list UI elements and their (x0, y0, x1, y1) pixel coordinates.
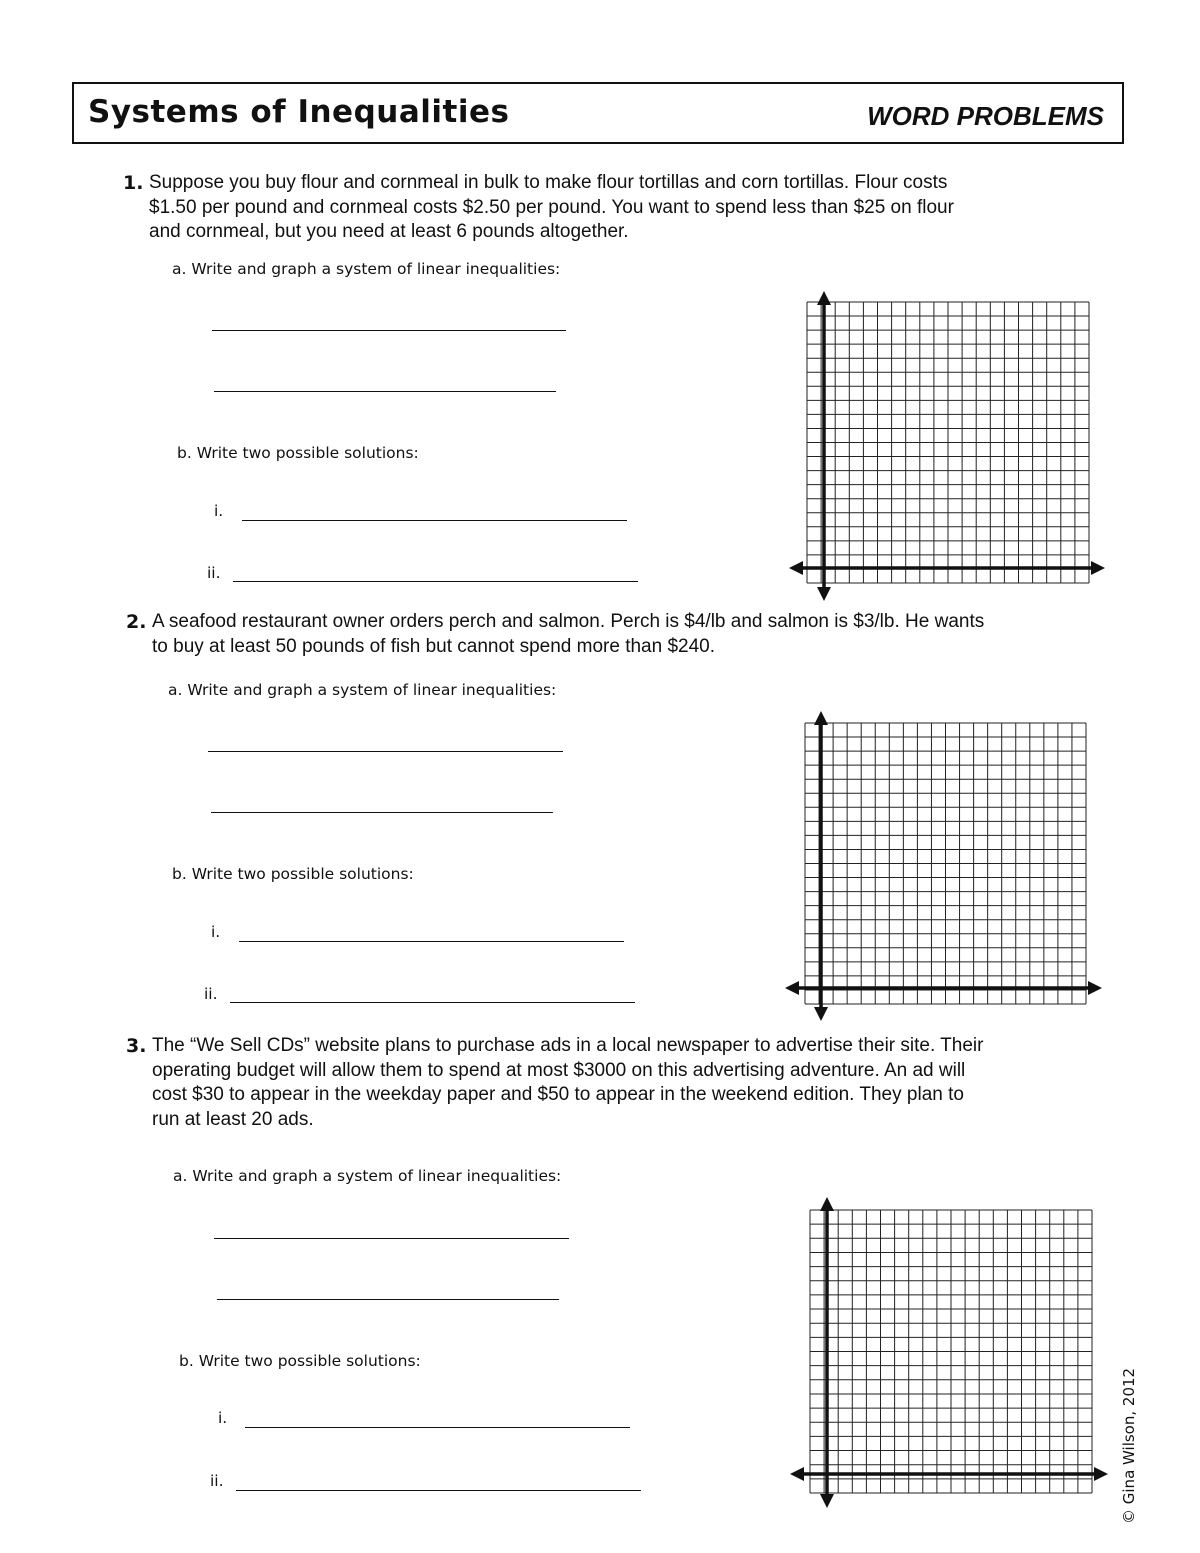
problem-3-part-a: a. Write and graph a system of linear inequalities: (173, 1167, 562, 1185)
problem-3-text: The “We Sell CDs” website plans to purchase ads in a local newspaper to advertise their site. Their operating budget will allow them to spend at most $3000 on this advertising adventure. An ad will cost $30 to appear in the weekday paper and $50 to appear in the weekend edition. They plan to run at least 20 ads. (152, 1035, 984, 1130)
problem-2-roman-ii: ii. (204, 985, 218, 1003)
problem-1-part-a: a. Write and graph a system of linear inequalities: (172, 260, 561, 278)
x-axis-left-arrow-icon (790, 1467, 804, 1481)
problem-3-roman-i: i. (218, 1409, 228, 1427)
problem-1-roman-i: i. (214, 502, 224, 520)
problem-1-number: 1. (123, 172, 144, 194)
page-title: Systems of Inequalities (88, 94, 510, 130)
problem-2-part-a: a. Write and graph a system of linear inequalities: (168, 681, 557, 699)
problem-3-roman-ii: ii. (210, 1472, 224, 1490)
problem-2-part-b: b. Write two possible solutions: (172, 865, 414, 883)
problem-2-text: A seafood restaurant owner orders perch and salmon. Perch is $4/lb and salmon is $3/lb. He wants to buy at least 50 pounds of fish but cannot spend more than $240. (152, 611, 985, 657)
problem-3-part-b: b. Write two possible solutions: (179, 1352, 421, 1370)
problem-2-roman-i: i. (211, 923, 221, 941)
problem-1-roman-ii: ii. (207, 564, 221, 582)
x-axis-right-arrow-icon (1094, 1467, 1108, 1481)
problem-1-part-b: b. Write two possible solutions: (177, 444, 419, 462)
copyright-credit: © Gina Wilson, 2012 (1120, 1367, 1138, 1524)
section-label: WORD PROBLEMS (867, 101, 1104, 131)
y-axis-down-arrow-icon (820, 1494, 834, 1508)
y-axis-up-arrow-icon (820, 1197, 834, 1211)
problem-2-number: 2. (126, 611, 147, 633)
problem-1-text: Suppose you buy flour and cornmeal in bulk to make flour tortillas and corn tortillas. Flour costs $1.50 per pound and cornmeal costs $2.50 per pound. You want to spend less than $25 on flour and cornmeal, but you need at least 6 pounds altogether. (149, 172, 954, 242)
problem-3-number: 3. (126, 1035, 147, 1057)
